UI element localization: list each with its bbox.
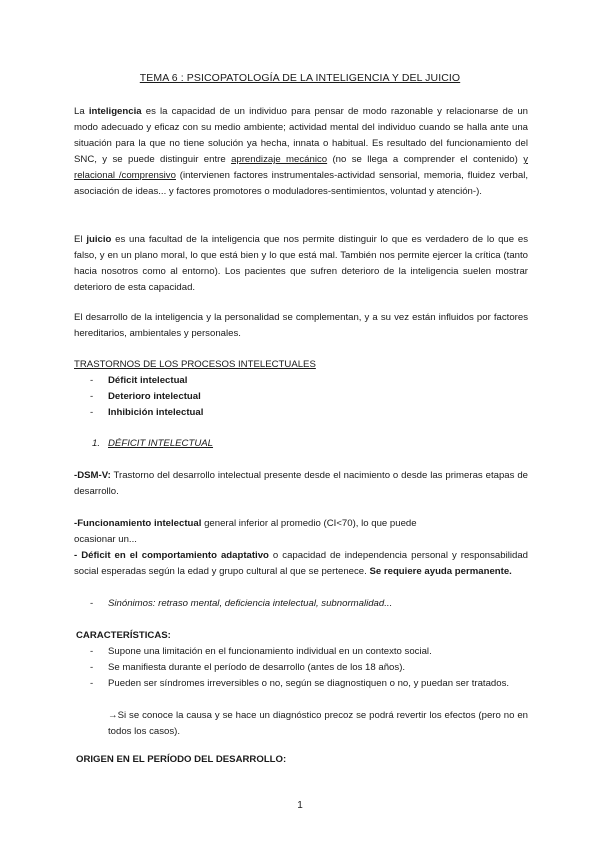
section-heading-deficit: DÉFICIT INTELECTUAL [108,438,214,449]
list-dash: - [90,375,94,386]
page-number: 1 [297,800,303,811]
section-number: 1. [92,438,101,449]
funcionamiento-text: general inferior al promedio (CI<70), lo que puede [201,518,417,529]
term-aprendizaje-mecanico: aprendizaje mecánico [231,154,328,165]
caracteristicas-heading: CARACTERÍSTICAS: [76,630,171,641]
dsm-paragraph [74,468,528,500]
list-item: Déficit intelectual [108,375,188,386]
funcionamiento-line-2: ocasionar un... [74,534,137,545]
list-dash: - [90,391,94,402]
origen-heading: ORIGEN EN EL PERÍODO DEL DESARROLLO: [76,754,287,765]
term-relacional: y relacional /comprensivo [74,154,528,181]
deficit-paragraph [74,548,528,580]
intro-text-3: (intervienen factores instrumentales-actividad sensorial, memoria, fluidez verbal, asociación de ideas... y factores promotores o moduladores-sentimientos, voluntad y atención-). [74,170,529,197]
list-dash: - [90,678,94,689]
dsm-text: Trastorno del desarrollo intelectual presente desde el nacimiento o desde las primeras etapas de desarrollo. [74,470,528,497]
list-item: Pueden ser síndromes irreversibles o no, según se diagnostiquen o no, y puedan ser tratados. [108,678,510,689]
desarrollo-paragraph: El desarrollo de la inteligencia y la personalidad se complementan, y a su vez están influidos por factores hereditarios, ambientales y personales. [74,312,528,339]
intro-pre: La [74,106,89,117]
deficit-label: - Déficit en el comportamiento adaptativo [74,550,269,561]
page-title: TEMA 6 : PSICOPATOLOGÍA DE LA INTELIGENCIA Y DEL JUICIO [139,72,461,84]
list-item: Deterioro intelectual [108,391,201,402]
list-dash: - [90,407,94,418]
deficit-text: o capacidad de independencia personal y responsabilidad social esperadas según la edad y grupo cultural al que se pertenece. [74,550,528,577]
caracteristicas-note: →Si se conoce la causa y se hace un diagnóstico precoz se podrá revertir los efectos (pero no en todos los casos). [108,710,528,737]
juicio-pre: El [74,234,87,245]
funcionamiento-line [74,516,417,532]
juicio-paragraph [74,232,528,296]
funcionamiento-label: -Funcionamiento intelectual [74,518,202,529]
deficit-bold-end: Se requiere ayuda permanente. [369,566,512,577]
intro-text-2: (no se llega a comprender el contenido) [327,154,524,165]
list-item: Supone una limitación en el funcionamiento individual en un contexto social. [108,646,432,657]
list-dash: - [90,646,94,657]
list-dash: - [90,598,94,609]
term-juicio: juicio [86,234,112,245]
dsm-label: -DSM-V: [74,470,111,481]
juicio-text: es una facultad de la inteligencia que nos permite distinguir lo que es verdadero de lo que es falso, y en un plano moral, lo que está bien y lo que está mal. También nos permite ejercer la crítica (tanto hacia nosotros como al entorno). Los pacientes que sufren deterioro de la inteligencia suelen mostrar deterioro de esta capacidad. [74,234,528,293]
list-dash: - [90,662,94,673]
list-item: Inhibición intelectual [108,407,204,418]
intro-paragraph [74,104,528,200]
trastornos-heading: TRASTORNOS DE LOS PROCESOS INTELECTUALES [74,359,316,370]
term-inteligencia: inteligencia [88,106,142,117]
sinonimos-item: Sinónimos: retraso mental, deficiencia intelectual, subnormalidad... [108,598,393,609]
list-item: Se manifiesta durante el período de desarrollo (antes de los 18 años). [108,662,406,673]
intro-text-1: es la capacidad de un individuo para pensar de modo razonable y relacionarse de un modo adecuado y eficaz con su medio ambiente; actividad mental del individuo cuando se halla ante una situación para la que no tiene solución ya hecha, innata o habitual. Es resultado del funcionamiento del SNC, y se puede distinguir entre [74,106,528,165]
